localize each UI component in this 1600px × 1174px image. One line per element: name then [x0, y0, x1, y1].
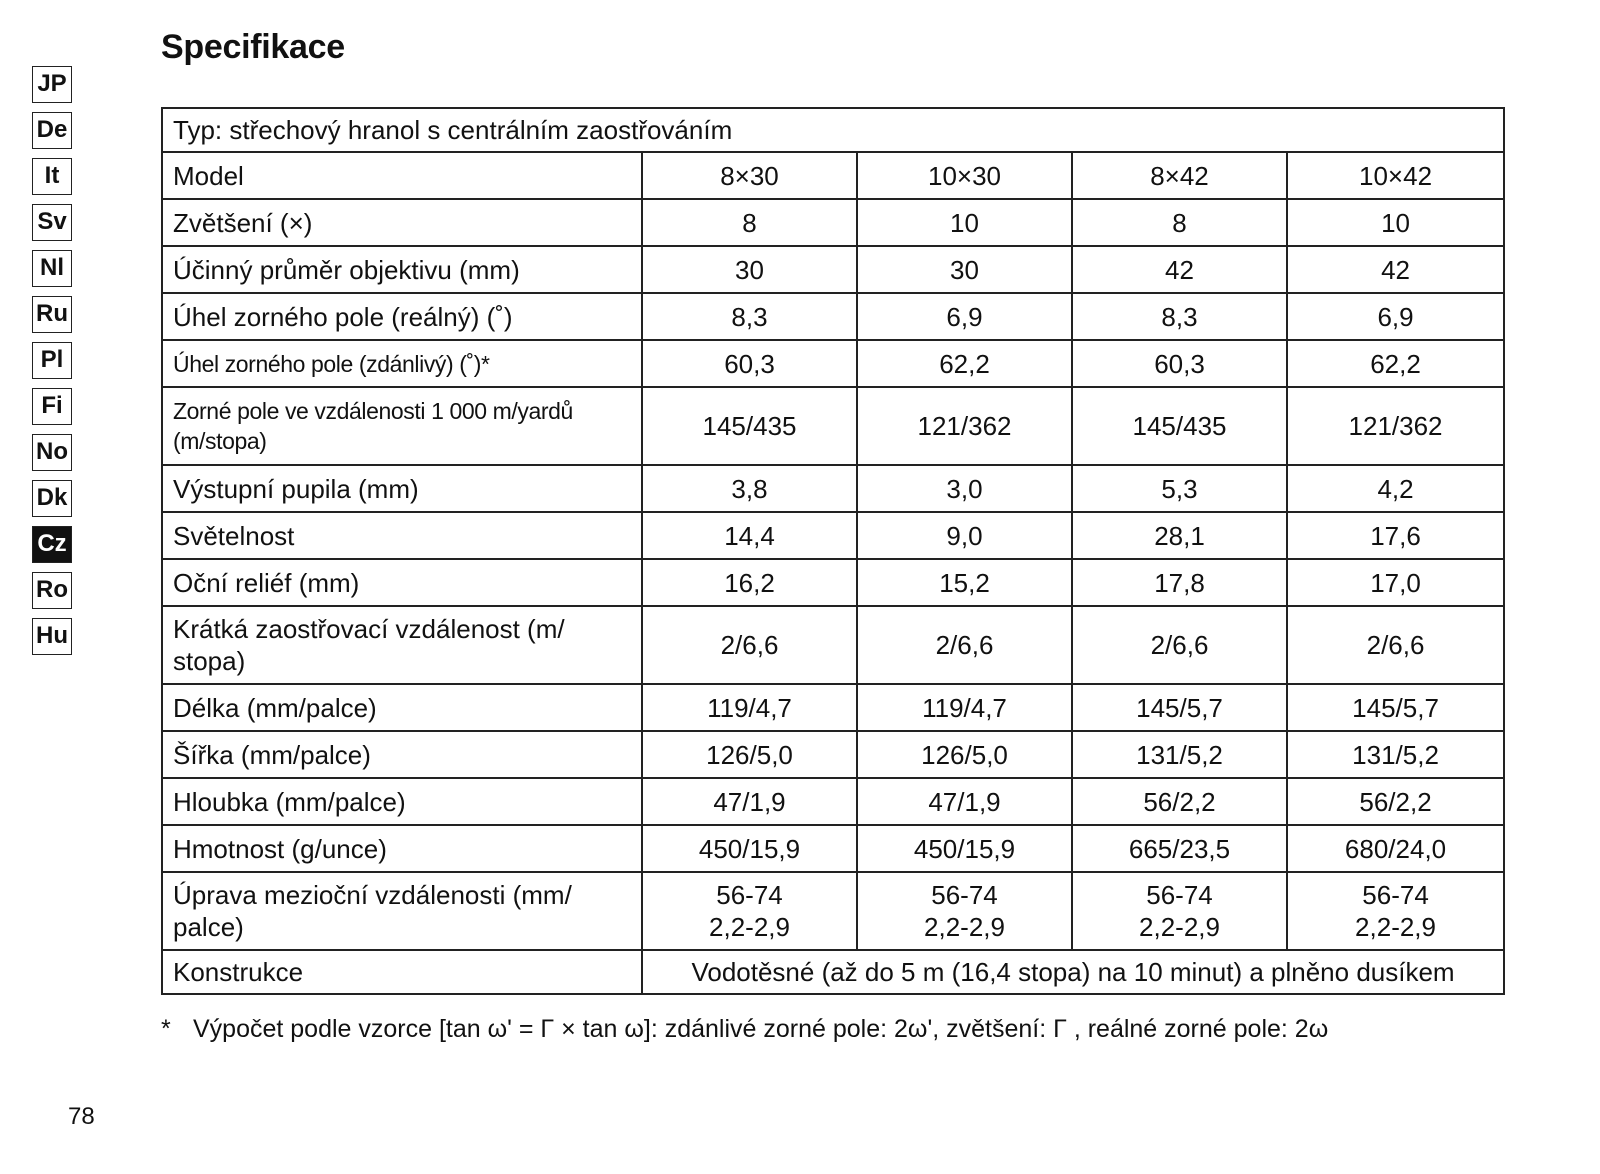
- value-cell: [857, 872, 1072, 950]
- value-cell: 131/5,2: [1072, 731, 1287, 778]
- row-label: Zorné pole ve vzdálenosti 1 000 m/yardů (m/stopa): [162, 387, 642, 465]
- value-cell: 665/23,5: [1072, 825, 1287, 872]
- table-row: [162, 293, 1504, 340]
- value-cell: 17,6: [1287, 512, 1504, 559]
- value-line: 56-74: [931, 880, 998, 910]
- value-cell: 145/435: [1072, 387, 1287, 465]
- value-cell: 10: [1287, 199, 1504, 246]
- value-cell: 14,4: [642, 512, 857, 559]
- value-cell: 2/6,6: [642, 606, 857, 684]
- value-cell: 42: [1072, 246, 1287, 293]
- value-cell: 450/15,9: [857, 825, 1072, 872]
- table-row: [162, 465, 1504, 512]
- language-tabs: [32, 66, 72, 664]
- value-cell: 121/362: [1287, 387, 1504, 465]
- value-cell: 15,2: [857, 559, 1072, 606]
- value-line: 2,2-2,9: [924, 912, 1005, 942]
- value-cell: 145/5,7: [1072, 684, 1287, 731]
- value-cell: 119/4,7: [857, 684, 1072, 731]
- value-line: 56-74: [716, 880, 783, 910]
- language-tab-hu[interactable]: Hu: [32, 618, 72, 655]
- value-cell: 680/24,0: [1287, 825, 1504, 872]
- construction-value: Vodotěsné (až do 5 m (16,4 stopa) na 10 minut) a plněno dusíkem: [642, 950, 1504, 994]
- language-tab-ro[interactable]: Ro: [32, 572, 72, 609]
- value-cell: 119/4,7: [642, 684, 857, 731]
- value-cell: [642, 872, 857, 950]
- language-tab-no[interactable]: No: [32, 434, 72, 471]
- value-cell: 9,0: [857, 512, 1072, 559]
- value-cell: 2/6,6: [1287, 606, 1504, 684]
- table-row: [162, 152, 1504, 199]
- table-row: [162, 684, 1504, 731]
- language-tab-pl[interactable]: Pl: [32, 342, 72, 379]
- value-cell: 60,3: [642, 340, 857, 387]
- value-cell: 145/435: [642, 387, 857, 465]
- value-cell: 2/6,6: [857, 606, 1072, 684]
- language-tab-nl[interactable]: Nl: [32, 250, 72, 287]
- page-title: Specifikace: [161, 28, 345, 66]
- table-row: [162, 246, 1504, 293]
- row-label: Šířka (mm/palce): [162, 731, 642, 778]
- value-cell: 8: [642, 199, 857, 246]
- value-cell: 8,3: [642, 293, 857, 340]
- language-tab-ru[interactable]: Ru: [32, 296, 72, 333]
- language-tab-sv[interactable]: Sv: [32, 204, 72, 241]
- value-cell: 56/2,2: [1072, 778, 1287, 825]
- value-cell: 126/5,0: [642, 731, 857, 778]
- row-label: Světelnost: [162, 512, 642, 559]
- value-cell: 17,0: [1287, 559, 1504, 606]
- row-label: Model: [162, 152, 642, 199]
- value-cell: 10×42: [1287, 152, 1504, 199]
- table-row: [162, 199, 1504, 246]
- value-cell: [1072, 872, 1287, 950]
- row-label: Úhel zorného pole (zdánlivý) (˚)*: [162, 340, 642, 387]
- value-cell: 6,9: [1287, 293, 1504, 340]
- row-label: Účinný průměr objektivu (mm): [162, 246, 642, 293]
- value-line: 56-74: [1146, 880, 1213, 910]
- value-cell: 145/5,7: [1287, 684, 1504, 731]
- value-line: 56-74: [1362, 880, 1429, 910]
- value-cell: 450/15,9: [642, 825, 857, 872]
- table-row: [162, 559, 1504, 606]
- value-cell: 62,2: [1287, 340, 1504, 387]
- value-cell: 30: [857, 246, 1072, 293]
- value-cell: 10×30: [857, 152, 1072, 199]
- row-label: Úhel zorného pole (reálný) (˚): [162, 293, 642, 340]
- value-line: 2,2-2,9: [1355, 912, 1436, 942]
- value-cell: 131/5,2: [1287, 731, 1504, 778]
- footnote: [161, 1015, 1328, 1044]
- value-line: 2,2-2,9: [709, 912, 790, 942]
- value-cell: 17,8: [1072, 559, 1287, 606]
- value-cell: 8: [1072, 199, 1287, 246]
- language-tab-fi[interactable]: Fi: [32, 388, 72, 425]
- language-tab-jp[interactable]: JP: [32, 66, 72, 103]
- specification-table: [161, 107, 1505, 995]
- table-row: [162, 872, 1504, 950]
- value-cell: 2/6,6: [1072, 606, 1287, 684]
- value-cell: 62,2: [857, 340, 1072, 387]
- language-tab-dk[interactable]: Dk: [32, 480, 72, 517]
- row-label: Úprava mezioční vzdálenosti (mm/ palce): [162, 872, 642, 950]
- page-number: 78: [68, 1103, 95, 1130]
- value-line: 2,2-2,9: [1139, 912, 1220, 942]
- table-row: [162, 606, 1504, 684]
- value-cell: 8×42: [1072, 152, 1287, 199]
- value-cell: 5,3: [1072, 465, 1287, 512]
- value-cell: 8×30: [642, 152, 857, 199]
- row-label: Hmotnost (g/unce): [162, 825, 642, 872]
- language-tab-it[interactable]: It: [32, 158, 72, 195]
- language-tab-de[interactable]: De: [32, 112, 72, 149]
- type-cell: Typ: střechový hranol s centrálním zaostřováním: [162, 108, 1504, 152]
- row-label: Zvětšení (×): [162, 199, 642, 246]
- value-cell: 56/2,2: [1287, 778, 1504, 825]
- row-label: Krátká zaostřovací vzdálenost (m/ stopa): [162, 606, 642, 684]
- value-cell: 3,8: [642, 465, 857, 512]
- row-label: Oční reliéf (mm): [162, 559, 642, 606]
- footnote-text: Výpočet podle vzorce [tan ω' = Γ × tan ω]: zdánlivé zorné pole: 2ω', zvětšení: Γ , reálné zorné pole: 2ω: [193, 1015, 1329, 1043]
- value-cell: 16,2: [642, 559, 857, 606]
- value-cell: 47/1,9: [857, 778, 1072, 825]
- value-cell: 28,1: [1072, 512, 1287, 559]
- value-cell: 4,2: [1287, 465, 1504, 512]
- value-cell: 47/1,9: [642, 778, 857, 825]
- value-cell: 60,3: [1072, 340, 1287, 387]
- construction-label: Konstrukce: [162, 950, 642, 994]
- value-cell: 42: [1287, 246, 1504, 293]
- value-cell: 10: [857, 199, 1072, 246]
- row-label: Hloubka (mm/palce): [162, 778, 642, 825]
- table-row: [162, 512, 1504, 559]
- value-cell: [1287, 872, 1504, 950]
- value-cell: 30: [642, 246, 857, 293]
- type-row: [162, 108, 1504, 152]
- value-cell: 8,3: [1072, 293, 1287, 340]
- row-label: Délka (mm/palce): [162, 684, 642, 731]
- value-cell: 126/5,0: [857, 731, 1072, 778]
- language-tab-cz[interactable]: Cz: [32, 526, 72, 563]
- table-row: [162, 387, 1504, 465]
- row-label: Výstupní pupila (mm): [162, 465, 642, 512]
- value-cell: 3,0: [857, 465, 1072, 512]
- value-cell: 121/362: [857, 387, 1072, 465]
- table-row: [162, 825, 1504, 872]
- footnote-mark: *: [161, 1015, 171, 1043]
- value-cell: 6,9: [857, 293, 1072, 340]
- table-row: [162, 778, 1504, 825]
- table-row: [162, 340, 1504, 387]
- construction-row: [162, 950, 1504, 994]
- table-row: [162, 731, 1504, 778]
